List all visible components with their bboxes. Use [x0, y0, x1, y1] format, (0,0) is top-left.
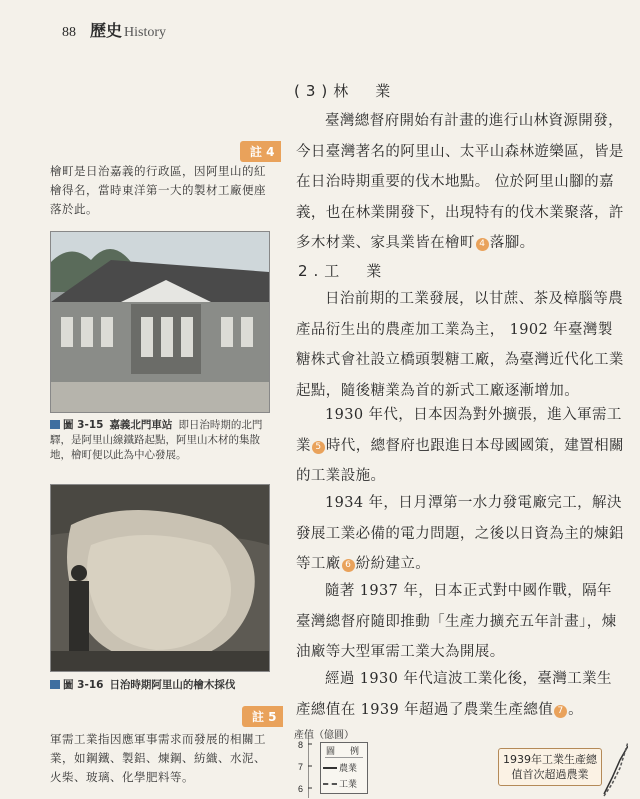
forestry-heading: (3)林 業 — [294, 82, 397, 100]
industry-paragraph-5-text: 經過 1930 年代這波工業化後，臺灣工業生產總值在 1939 年超過了農業生產總值 — [296, 671, 612, 718]
forestry-paragraph — [296, 106, 626, 259]
figure-icon — [50, 680, 60, 689]
industry-paragraph-2-tail: 時代，總督府也跟進日本母國國策，建置相關的工業設施。 — [296, 437, 624, 484]
chart-callout: 1939年工業生產總值首次超過農業 — [498, 748, 602, 786]
industry-paragraph-4: 隨著 1937 年，日本正式對中國作戰，隔年臺灣總督府隨即推動「生產力擴充五年計畫」，煉油廠等大型軍需工業大為開展。 — [296, 583, 617, 660]
page-header — [62, 18, 166, 41]
note-4-text: 檜町是日治嘉義的行政區，因阿里山的紅檜得名，當時東洋第一大的製材工廠便座落於此。 — [50, 164, 266, 216]
industry-paragraph-5 — [296, 664, 626, 725]
chart-y-axis-label: 產值（億圓） — [294, 730, 354, 741]
note-4-ref-badge[interactable]: 4 — [476, 238, 489, 251]
industry-paragraph-2-text: 1930 年代，日本因為對外擴張，進入軍需工業 — [296, 407, 622, 454]
industry-heading: 2.工 業 — [298, 262, 388, 280]
forestry-paragraph-text: 臺灣總督府開始有計畫的進行山林資源開發，今日臺灣著名的阿里山、太平山森林遊樂區，皆是在日治時期重要的伐木地點。 位於阿里山腳的嘉義，也在林業開發下，出現特有的伐木業聚落，許多木材業、家具業皆在檜町 — [296, 113, 624, 251]
figure-3-15-text: 即日治時期的北門驛，是阿里山線鐵路起點，阿里山木材的集散地，檜町便以此為中心發展。 — [50, 419, 263, 461]
industry-paragraph-5-tail: 。 — [568, 701, 584, 718]
figure-3-15-caption — [50, 418, 272, 463]
logging-illustration — [51, 485, 269, 671]
figure-3-16-caption — [50, 678, 272, 693]
subject-title-en: History — [124, 25, 167, 40]
legend-item-agriculture — [321, 761, 367, 774]
page-number: 88 — [62, 25, 76, 40]
note-7-ref-badge[interactable]: 7 — [554, 705, 567, 718]
industry-paragraph-3 — [296, 488, 626, 580]
note-5-ref-badge[interactable]: 5 — [312, 441, 325, 454]
legend-item-industry — [321, 777, 367, 790]
chart-y-tick: 8 — [298, 740, 304, 750]
figure-icon — [50, 420, 60, 429]
industry-paragraph-3-tail: 紛紛建立。 — [355, 556, 431, 572]
legend-label: 工業 — [339, 780, 358, 790]
note-6-ref-badge[interactable]: 6 — [342, 559, 355, 572]
station-illustration — [51, 232, 269, 412]
industry-paragraph-1: 日治前期的工業發展，以甘蔗、茶及樟腦等農產品衍生出的農產加工業為主， 1902 年臺灣製糖株式會社設立橋頭製糖工廠，為臺灣近代化工業起點，隨後糖業為首的新式工廠逐漸增加。 — [296, 291, 624, 399]
photo-chiayi-station — [50, 231, 270, 413]
chart-y-tick: 7 — [298, 762, 304, 772]
note-5-text: 軍需工業指因應軍事需求而發展的相關工業，如鋼鐵、製鋁、煉鋼、紡織、水泥、火柴、玻璃、化學肥料等。 — [50, 732, 266, 784]
industry-paragraph-2 — [296, 400, 626, 492]
note-4-tag: 註 4 — [240, 141, 281, 162]
figure-3-16-title: 日治時期阿里山的檜木採伐 — [109, 679, 236, 691]
figure-3-16-label: 圖 3-16 — [63, 679, 104, 691]
figure-3-15-title: 嘉義北門車站 — [109, 419, 173, 431]
chart-y-tick: 6 — [298, 784, 304, 794]
forestry-paragraph-tail: 落腳。 — [489, 235, 535, 251]
industry-paragraph-3-text: 1934 年，日月潭第一水力發電廠完工，解決發展工業必備的電力問題，之後以日資為主的煉鋁等工廠 — [296, 495, 624, 572]
legend-label: 農業 — [339, 764, 358, 774]
figure-3-15-label: 圖 3-15 — [63, 419, 104, 431]
photo-alishan-logging — [50, 484, 270, 672]
production-chart — [292, 724, 632, 799]
note-5-tag: 註 5 — [242, 706, 283, 727]
chart-legend — [320, 742, 368, 794]
subject-title: 歷史 — [90, 21, 123, 40]
legend-title: 圖 例 — [325, 744, 363, 758]
